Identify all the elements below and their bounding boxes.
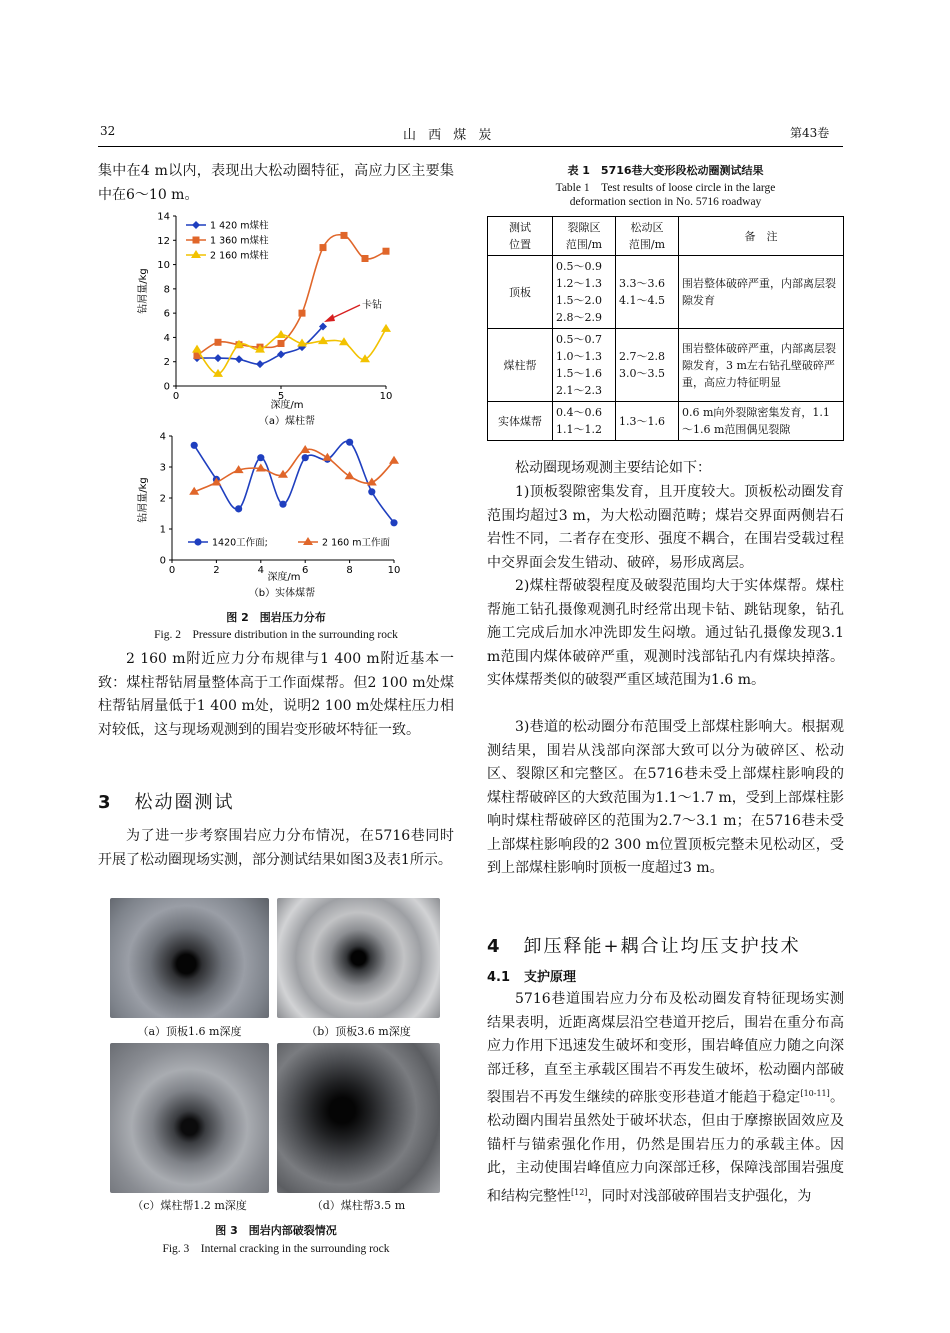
paragraph-section3: 为了进一步考察围岩应力分布情况，在5716巷同时开展了松动圈现场实测，部分测试结果如图3及表1所示。 xyxy=(98,828,454,868)
chart-a-annotation: 卡钻 xyxy=(362,300,382,311)
chart-b-legend-marker xyxy=(303,537,313,545)
section-3-number: 3 xyxy=(98,792,111,813)
chart-b-legend xyxy=(188,537,390,549)
chart-a-legend-label: 2 160 m煤柱 xyxy=(210,250,269,262)
cell-remark: 围岩整体破碎严重，内部离层裂隙发育 xyxy=(679,256,844,329)
cell-loose: 3.3～3.6 4.1～4.5 xyxy=(616,256,679,329)
chart-b-x-tick-label: 2 xyxy=(213,565,220,576)
table-row xyxy=(488,256,844,329)
chart-b-legend-label: 1420工作面; xyxy=(212,537,268,549)
chart-a-y-tick-label: 10 xyxy=(157,260,170,272)
th-position: 测试 位置 xyxy=(488,217,553,256)
chart-a-y-tick-label: 8 xyxy=(163,284,170,296)
journal-title: 山 西 煤 炭 xyxy=(403,128,496,143)
subsection-4-1-title: 支护原理 xyxy=(524,970,577,985)
chart-b-data-point xyxy=(235,505,242,512)
subsection-4-1-number: 4.1 xyxy=(487,970,511,985)
conclusion-2: 2)煤柱帮破裂程度及破裂范围均大于实体煤帮。煤柱帮施工钻孔摄像观测孔时经常出现卡钻、跳钻现象，钻孔施工完成后加水冲洗即发生闷墩。通过钻孔摄像发现3.1 m范围内煤体破碎严重，观测时浅部钻孔内有煤块掉落。实体煤帮类似的破裂严重区域范围为1.6 m。 xyxy=(487,578,844,688)
th-fissure: 裂隙区 范围/m xyxy=(553,217,616,256)
chart-b-ylabel: 钻屑量/kg xyxy=(138,477,149,523)
table1-caption-cn: 表 1 5716巷大变形段松动圈测试结果 xyxy=(567,164,764,177)
citation-10-11: [10-11] xyxy=(800,1089,830,1098)
chart-a-data-point xyxy=(215,339,222,346)
chart-a-annotation-arrow xyxy=(324,305,360,322)
chart-b-data-point xyxy=(346,439,353,446)
table-row xyxy=(488,402,844,441)
chart-b-x-tick-label: 8 xyxy=(346,565,353,576)
chart-b-data-point xyxy=(279,501,286,508)
chart-b-y-tick-label: 0 xyxy=(159,555,166,567)
chart-b-y-tick-label: 3 xyxy=(159,462,166,474)
chart-a-title: （a）煤柱帮 xyxy=(258,416,316,427)
paragraph-4-1: 5716巷道围岩应力分布及松动圈发育特征现场实测结果表明，近距离煤层沿空巷道开挖后，围岩在重分布高应力作用下迅速发生破坏和变形，围岩峰值应力随之向深部迁移，直至主承载区围岩不再发生破坏，松动圈内部破裂围岩不再发生继续的碎胀变形巷道才能趋于稳定[10-11]。松动圈内围岩虽然处于破坏状态，但由于摩擦嵌固效应及锚杆与锚索强化作用，仍然是围岩压力的承载主体。因此，主动使围岩峰值应力向深部迁移，保障浅部围岩强度和结构完整性[12]，同时对浅部破碎围岩支护强化，为 xyxy=(487,991,845,1205)
section-4-heading xyxy=(487,932,801,958)
chart-b-y-tick-label: 4 xyxy=(159,431,166,443)
chart-b-x-tick-label: 0 xyxy=(168,565,176,576)
chart-b-data-point xyxy=(345,471,355,479)
cell-fissure: 0.5～0.7 1.0～1.3 1.5～1.6 2.1～2.3 xyxy=(553,329,616,402)
chart-b-x-tick-label: 6 xyxy=(302,565,309,576)
chart-a xyxy=(110,206,410,434)
chart-a-y-tick-label: 4 xyxy=(163,332,170,344)
chart-a-y-tick-label: 0 xyxy=(163,381,170,393)
chart-a-y-tick-label: 14 xyxy=(157,211,170,223)
paragraph-top: 集中在4 m以内，表现出大松动圈特征，高应力区主要集中在6～10 m。 xyxy=(98,163,454,203)
chart-a-legend-marker xyxy=(191,250,201,258)
chart-a-data-point xyxy=(299,310,306,317)
chart-a-legend-marker xyxy=(193,237,200,244)
paragraph-after-fig2: 2 160 m附近应力分布规律与1 400 m附近基本一致：煤柱帮钻屑量整体高于工作面煤帮。但2 100 m处煤柱帮钻屑量低于1 400 m处，说明2 100 m处煤柱压力相对较低，这与现场观测到的围岩变形破坏特征一致。 xyxy=(98,651,454,738)
chart-b-data-point xyxy=(257,454,264,461)
cell-position: 顶板 xyxy=(488,256,553,329)
fig2-caption-cn: 图 2 围岩压力分布 xyxy=(226,611,326,624)
fig3-caption-cn: 图 3 围岩内部破裂情况 xyxy=(215,1224,337,1237)
photo-a xyxy=(110,898,269,1018)
fig3-caption-en: Fig. 3 Internal cracking in the surrounding rock xyxy=(162,1243,390,1255)
chart-b-data-point xyxy=(389,456,399,464)
cell-loose: 1.3～1.6 xyxy=(616,402,679,441)
chart-a-xlabel: 深度/m xyxy=(270,400,304,411)
chart-a-y-tick-label: 2 xyxy=(163,357,170,369)
chart-b-x-tick-label: 4 xyxy=(257,565,264,576)
cell-remark: 围岩整体破碎严重，内部离层裂隙发育，3 m左右钻孔壁破碎严重，高应力特征明显 xyxy=(679,329,844,402)
cell-loose: 2.7～2.8 3.0～3.5 xyxy=(616,329,679,402)
cell-fissure: 0.4～0.6 1.1～1.2 xyxy=(553,402,616,441)
table-1 xyxy=(487,216,844,441)
chart-a-x-tick-label: 5 xyxy=(277,391,285,402)
chart-a-data-point xyxy=(278,340,285,347)
chart-a-legend-label: 1 360 m煤柱 xyxy=(210,235,269,247)
th-loose: 松动区 范围/m xyxy=(616,217,679,256)
header-rule xyxy=(98,146,843,147)
conclusion-1: 1)顶板裂隙密集发育，且开度较大。顶板松动圈发育范围均超过3 m，为大松动圈范畴；煤岩交界面两侧岩石岩性不同，二者存在变形、强度不耦合，在围岩受载过程中交界面会发生错动、破碎，易形成离层。 xyxy=(487,484,844,571)
photo-c-caption: （c）煤柱帮1.2 m深度 xyxy=(132,1199,247,1212)
cell-position: 实体煤帮 xyxy=(488,402,553,441)
chart-a-data-point xyxy=(318,336,328,344)
chart-a-legend-marker xyxy=(192,221,200,229)
cell-fissure: 0.5～0.9 1.2～1.3 1.5～2.0 2.8～2.9 xyxy=(553,256,616,329)
table-header-row xyxy=(488,217,844,256)
chart-a-y-tick-label: 12 xyxy=(157,235,170,247)
chart-b-y-tick-label: 2 xyxy=(159,493,166,505)
chart-b-y-tick-label: 1 xyxy=(159,524,166,536)
chart-b-data-point xyxy=(367,478,377,486)
page-number: 32 xyxy=(100,124,116,138)
photo-b-caption: （b）顶板3.6 m深度 xyxy=(306,1025,411,1038)
photo-a-caption: （a）顶板1.6 m深度 xyxy=(137,1025,242,1038)
volume-label: 第43卷 xyxy=(790,126,830,140)
fig2-caption-en: Fig. 2 Pressure distribution in the surrounding rock xyxy=(154,629,398,641)
section-4-number: 4 xyxy=(487,936,500,957)
photo-d-caption: （d）煤柱帮3.5 m xyxy=(311,1199,406,1212)
table1-caption-en-1: Table 1 Test results of loose circle in the large xyxy=(555,182,776,194)
chart-a-data-point xyxy=(277,350,285,358)
chart-b-legend-marker xyxy=(194,538,201,545)
conclusion-intro: 松动圈现场观测主要结论如下： xyxy=(515,460,711,476)
chart-b-x-tick-label: 10 xyxy=(387,565,401,576)
chart-a-data-point xyxy=(214,354,222,362)
cell-remark: 0.6 m向外裂隙密集发育，1.1～1.6 m范围偶见裂隙 xyxy=(679,402,844,441)
chart-a-data-point xyxy=(362,255,369,262)
chart-b-series-line-1 xyxy=(194,441,394,523)
chart-b xyxy=(110,426,420,602)
chart-a-data-point xyxy=(235,355,243,363)
chart-a-data-point xyxy=(276,330,286,338)
section-4-title: 卸压释能+耦合让均压支护技术 xyxy=(523,936,801,957)
chart-a-legend-label: 1 420 m煤柱 xyxy=(210,220,269,232)
chart-a-data-point xyxy=(320,244,327,251)
photo-c xyxy=(110,1043,269,1193)
chart-a-ylabel: 钻屑量/kg xyxy=(138,268,149,314)
chart-a-x-tick-label: 0 xyxy=(172,391,180,402)
chart-a-data-point xyxy=(256,360,264,368)
chart-b-legend-label: 2 160 m工作面 xyxy=(322,537,390,549)
chart-b-title: （b）实体煤帮 xyxy=(248,588,316,599)
chart-b-data-point xyxy=(191,442,198,449)
chart-b-data-point xyxy=(390,519,397,526)
th-remark: 备 注 xyxy=(679,217,844,256)
table1-caption-en-2: deformation section in No. 5716 roadway xyxy=(569,196,762,208)
chart-b-xlabel: 深度/m xyxy=(267,572,301,583)
chart-b-data-point xyxy=(368,488,375,495)
chart-b-series xyxy=(189,439,399,527)
chart-a-data-point xyxy=(192,345,202,353)
cell-position: 煤柱帮 xyxy=(488,329,553,402)
chart-a-legend xyxy=(186,220,269,262)
citation-12: [12] xyxy=(571,1187,588,1197)
chart-a-data-point xyxy=(383,248,390,255)
chart-b-data-point xyxy=(302,454,309,461)
conclusion-3: 3)巷道的松动圈分布范围受上部煤柱影响大。根据观测结果，围岩从浅部向深部大致可以分为破碎区、松动区、裂隙区和完整区。在5716巷未受上部煤柱影响段的煤柱帮破碎区的大致范围为1.1～1.7 m，受到上部煤柱影响时煤柱帮破碎区的范围为2.7～3.1 m；在5716巷未受上部煤柱影响段的2 300 m位置顶板完整未见松动区，受到上部煤柱影响时顶板一度超过3 m。 xyxy=(487,719,844,876)
table-row xyxy=(488,329,844,402)
section-3-heading xyxy=(98,788,235,814)
section-3-title: 松动圈测试 xyxy=(134,792,235,813)
photo-d xyxy=(277,1043,440,1193)
photo-b xyxy=(277,898,440,1018)
chart-a-data-point xyxy=(381,324,391,332)
chart-a-x-tick-label: 10 xyxy=(379,391,393,402)
chart-a-y-tick-label: 6 xyxy=(163,308,170,320)
chart-a-data-point xyxy=(341,232,348,239)
subsection-4-1-heading xyxy=(487,966,576,985)
